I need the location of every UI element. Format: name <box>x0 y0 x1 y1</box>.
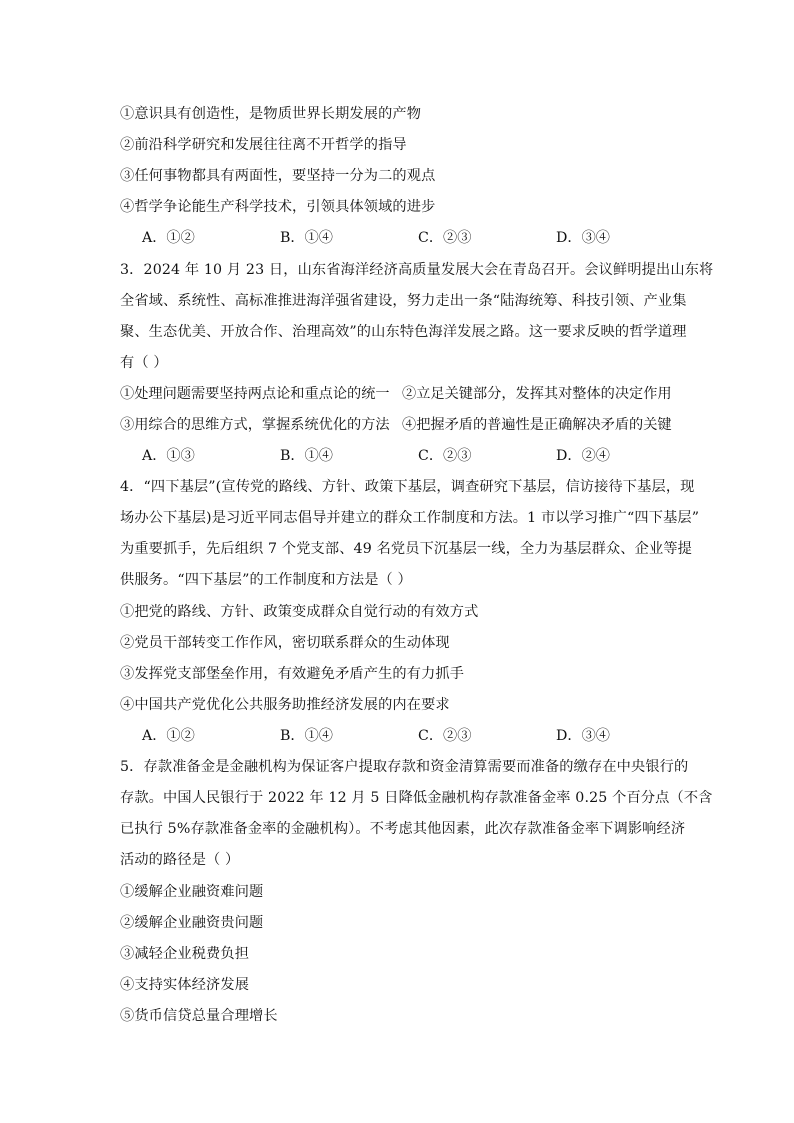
q4-stem-line-1: 4．“四下基层”(宣传党的路线、方针、政策下基层，调查研究下基层，信访接待下基层，现 <box>120 479 695 495</box>
q5-item-2: ②缓解企业融资贵问题 <box>120 915 264 931</box>
q5-item-4: ④支持实体经济发展 <box>120 977 250 993</box>
q4-item-1: ①把党的路线、方针、政策变成群众自觉行动的有效方式 <box>120 604 479 620</box>
q3-stem-line-4: 有（ ） <box>120 355 168 371</box>
q4-option-c[interactable]: C．②③ <box>418 728 472 744</box>
q4-item-2: ②党员干部转变工作作风，密切联系群众的生动体现 <box>120 635 450 651</box>
q5-item-1: ①缓解企业融资难问题 <box>120 884 264 900</box>
q2-option-b[interactable]: B．①④ <box>280 230 333 246</box>
q4-item-4: ④中国共产党优化公共服务助推经济发展的内在要求 <box>120 697 450 713</box>
q3-stem-line-1: 3．2024 年 10 月 23 日，山东省海洋经济高质量发展大会在青岛召开。会议鲜明提出山东将 <box>120 262 714 278</box>
q4-option-a[interactable]: A．①② <box>142 728 195 744</box>
q2-option-d[interactable]: D．③④ <box>556 230 610 246</box>
q3-option-c[interactable]: C．②③ <box>418 448 472 464</box>
q4-stem-line-3: 为重要抓手，先后组织 7 个党支部、49 名党员下沉基层一线，全力为基层群众、企业等提 <box>120 541 692 557</box>
q2-item-3: ③任何事物都具有两面性，要坚持一分为二的观点 <box>120 168 436 184</box>
q5-item-3: ③减轻企业税费负担 <box>120 946 250 962</box>
q2-option-c[interactable]: C．②③ <box>418 230 472 246</box>
q3-option-d[interactable]: D．②④ <box>556 448 610 464</box>
q5-stem-line-3: 已执行 5%存款准备金率的金融机构）。不考虑其他因素，此次存款准备金率下调影响经济 <box>120 821 686 837</box>
q3-option-a[interactable]: A．①③ <box>142 448 195 464</box>
q2-item-2: ②前沿科学研究和发展往往离不开哲学的指导 <box>120 137 407 153</box>
q3-item-4: ④把握矛盾的普遍性是正确解决矛盾的关键 <box>402 417 672 433</box>
q3-stem-line-2: 全省域、系统性、高标准推进海洋强省建设，努力走出一条“陆海统筹、科技引领、产业集 <box>120 293 687 309</box>
q3-option-b[interactable]: B．①④ <box>280 448 333 464</box>
q2-option-a[interactable]: A．①② <box>142 230 195 246</box>
q4-stem-line-4: 供服务。“四下基层”的工作制度和方法是（ ） <box>120 572 412 588</box>
q4-stem-line-2: 场办公下基层)是习近平同志倡导并建立的群众工作制度和方法。1 市以学习推广“四下基层” <box>120 510 700 526</box>
q3-item-1: ①处理问题需要坚持两点论和重点论的统一 <box>120 386 390 402</box>
q2-item-1: ①意识具有创造性，是物质世界长期发展的产物 <box>120 106 422 122</box>
q5-stem-line-4: 活动的路径是（ ） <box>120 852 240 868</box>
q3-item-2: ②立足关键部分，发挥其对整体的决定作用 <box>402 386 672 402</box>
q3-stem-line-3: 聚、生态优美、开放合作、治理高效”的山东特色海洋发展之路。这一要求反映的哲学道理 <box>120 324 687 340</box>
q5-stem-line-1: 5．存款准备金是金融机构为保证客户提取存款和资金清算需要而准备的缴存在中央银行的 <box>120 759 689 775</box>
q5-stem-line-2: 存款。中国人民银行于 2022 年 12 月 5 日降低金融机构存款准备金率 0.25 个百分点（不含 <box>120 790 713 806</box>
q4-option-d[interactable]: D．③④ <box>556 728 610 744</box>
q4-item-3: ③发挥党支部堡垒作用，有效避免矛盾产生的有力抓手 <box>120 666 465 682</box>
q4-option-b[interactable]: B．①④ <box>280 728 333 744</box>
q5-item-5: ⑤货币信贷总量合理增长 <box>120 1008 278 1024</box>
q3-item-3: ③用综合的思维方式，掌握系统优化的方法 <box>120 417 390 433</box>
q2-item-4: ④哲学争论能生产科学技术，引领具体领域的进步 <box>120 199 436 215</box>
